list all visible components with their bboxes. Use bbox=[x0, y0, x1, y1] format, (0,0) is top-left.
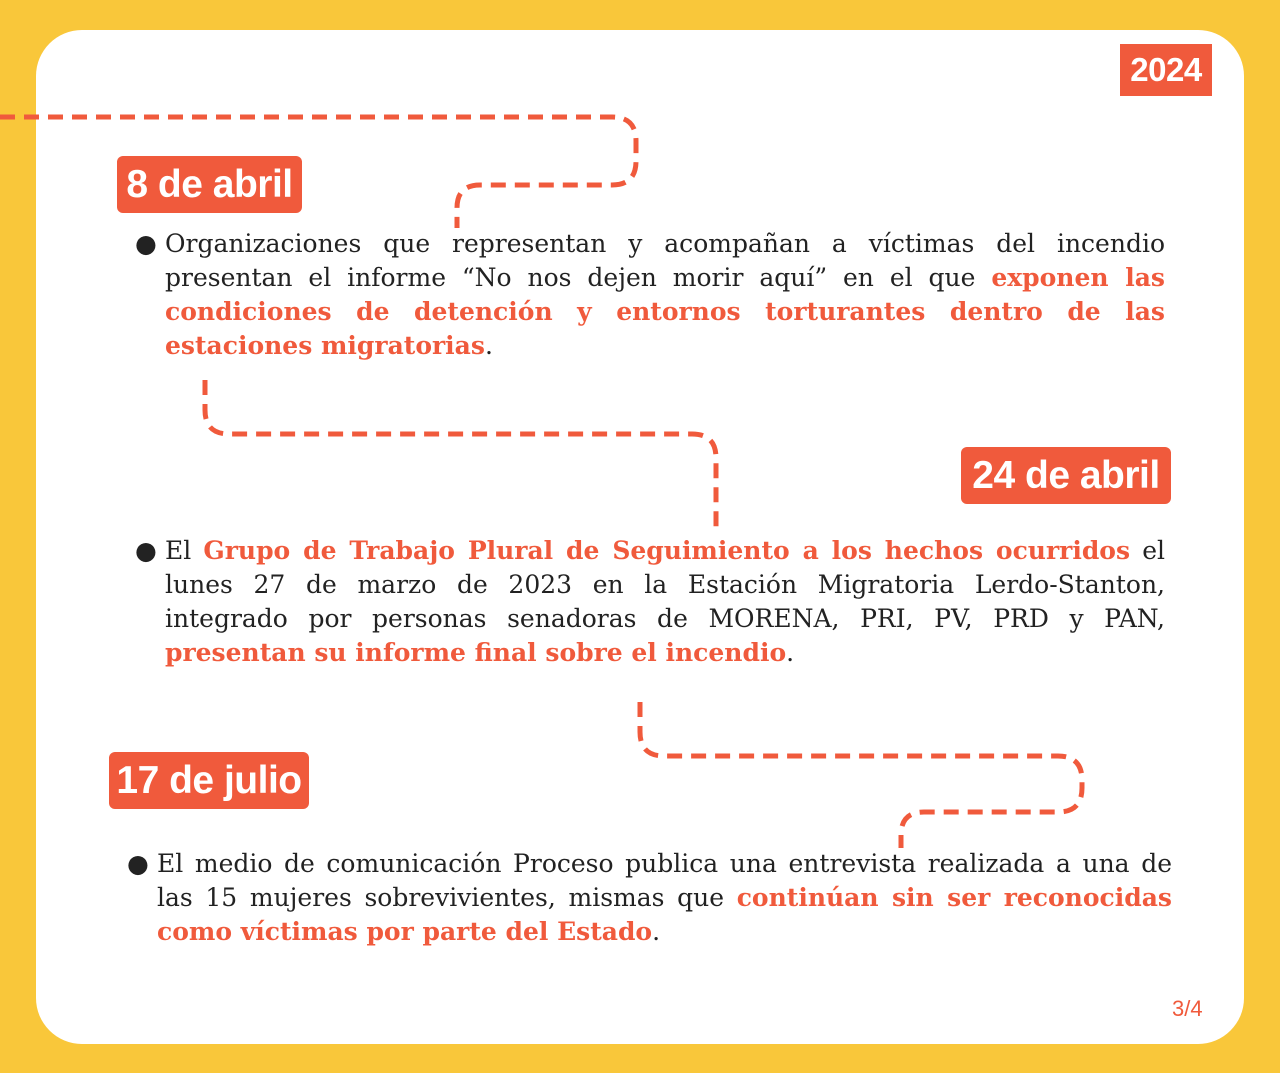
page-number: 3/4 bbox=[1172, 996, 1203, 1021]
bullet-icon: ● bbox=[127, 849, 149, 878]
date-label-24-abril: 24 de abril bbox=[961, 447, 1171, 504]
connector-2 bbox=[205, 380, 716, 532]
date-label-8-abril: 8 de abril bbox=[117, 156, 302, 213]
entry-text-end: . bbox=[786, 638, 795, 667]
date-label-17-julio: 17 de julio bbox=[109, 752, 309, 809]
entry-highlight-2: presentan su informe final sobre el incendio bbox=[165, 638, 787, 667]
entry-text-end: . bbox=[484, 331, 493, 360]
connector-3 bbox=[640, 702, 1082, 848]
entry-text: Organizaciones que representan y acompañan a víctimas del incendio presentan el informe “No nos dejen morir aquí” en el que bbox=[165, 229, 1165, 292]
timeline-entry-1 bbox=[135, 227, 1166, 363]
entry-text-middle: el lunes 27 de marzo de 2023 en la Estación Migratoria Lerdo-Stanton, integrado por personas senadoras de MORENA, PRI, PV, PRD y PAN, bbox=[165, 536, 1165, 633]
entry-text-end: . bbox=[652, 917, 661, 946]
entry-highlight: continúan sin ser reconocidas como víctimas por parte del Estado bbox=[157, 883, 1173, 946]
bullet-icon: ● bbox=[135, 536, 157, 565]
timeline-entry-2 bbox=[135, 534, 1165, 670]
entry-highlight: exponen las condiciones de detención y entornos torturantes dentro de las estaciones migratorias bbox=[165, 263, 1166, 360]
bullet-icon: ● bbox=[135, 229, 157, 258]
connector-1 bbox=[0, 117, 636, 228]
entry-highlight: Grupo de Trabajo Plural de Seguimiento a los hechos ocurridos bbox=[203, 536, 1131, 565]
entry-text: El medio de comunicación Proceso publica una entrevista realizada a una de las 15 mujeres sobrevivientes, mismas que bbox=[157, 849, 1172, 912]
entry-text: El bbox=[165, 536, 204, 565]
timeline-entry-3 bbox=[127, 847, 1173, 949]
year-badge: 2024 bbox=[1120, 44, 1212, 96]
